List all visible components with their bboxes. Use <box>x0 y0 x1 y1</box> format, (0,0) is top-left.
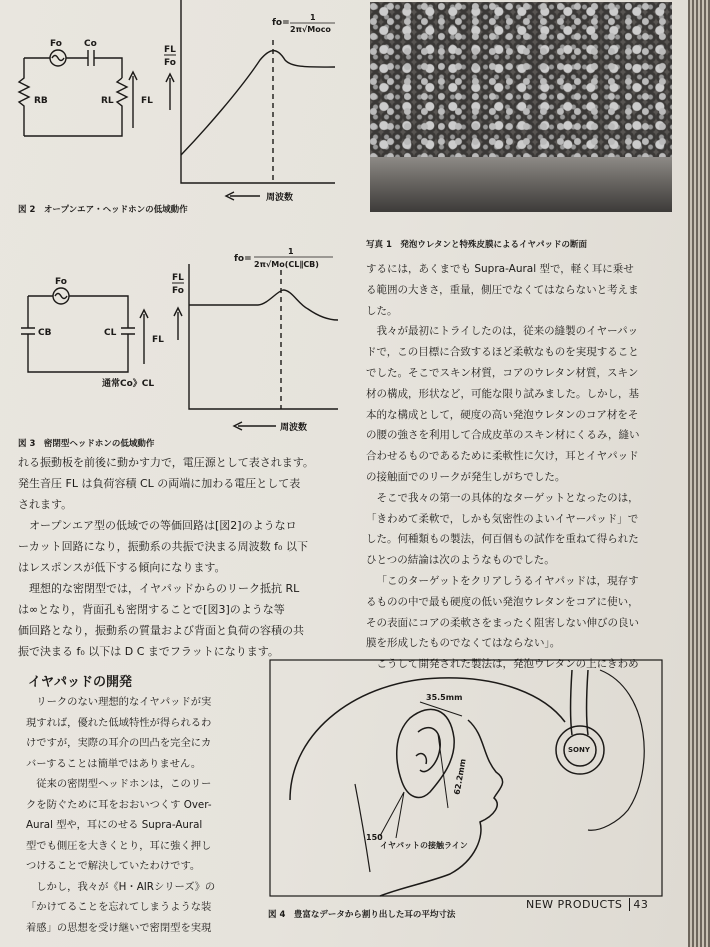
paragraph-line: ーカット回路になり，振動系の共振で決まる周波数 f₀ 以下 <box>18 540 308 553</box>
fig3-label-cl: CL <box>104 328 117 338</box>
publication-name: NEW PRODUCTS <box>526 898 623 911</box>
fig3-note: 通常Co》CL <box>102 379 155 389</box>
left-column-top-text <box>18 452 343 662</box>
face-profile <box>380 720 503 896</box>
page-number: 43 <box>633 898 649 911</box>
fig3-ylabel-top: FL <box>172 273 184 283</box>
paragraph-line: その表面にコアの柔軟さをまったく阻害しない伸びの良い <box>366 616 639 629</box>
paragraph-line: 理想的な密閉型では，イヤパッドからのリーク抵抗 RL <box>29 582 300 595</box>
fig3-formula-den: 2π√Mo(CL∥CB) <box>254 260 319 269</box>
paragraph-line: した。何種類もの製法，何百個もの試作を重ねて得られた <box>366 533 639 546</box>
paragraph-line: 振で決まる f₀ 以下は D C までフラットになります。 <box>18 645 279 658</box>
paragraph-line: 着感」の思想を受け継いで密閉型を実現 <box>26 921 212 934</box>
fig3-label-fo: Fo <box>55 277 67 287</box>
paragraph-line: そこで我々の第一の具体的なターゲットとなったのは， <box>376 491 639 504</box>
fig3-label-cb: CB <box>38 328 52 338</box>
fig2-label-fl: FL <box>141 96 153 106</box>
photo1-caption: 写真 1 発泡ウレタンと特殊皮膜によるイヤパッドの断面 <box>366 240 588 250</box>
paragraph-line: 「このターゲットをクリアしうるイヤパッドは，現存す <box>376 574 639 587</box>
paragraph-line: オープンエア型の低域での等価回路は[図2]のようなロ <box>29 519 297 532</box>
fig2-ylabel-top: FL <box>164 45 176 55</box>
ear-pad-cross-section-photo <box>370 2 672 212</box>
fig4-ear-diagram <box>270 660 670 900</box>
fig3-formula-num: 1 <box>288 247 294 256</box>
paragraph-line: れる振動板を前後に動かす力で，電圧源として表されます。 <box>18 456 314 469</box>
fig4-caption: 図 4 豊富なデータから割り出した耳の平均寸法 <box>268 910 456 920</box>
fig3-circuit-diagram <box>18 272 188 382</box>
paragraph-line: した。 <box>366 304 398 317</box>
paragraph-line: でした。そこでスキン材質，コアのウレタン材質，スキン <box>366 366 639 379</box>
fig3-response-curve <box>189 290 338 320</box>
paragraph-line: Aural 型や，耳にのせる Supra-Aural <box>26 819 203 831</box>
paragraph-line: るものの中で最も硬度の低い発泡ウレタンをコアに使い， <box>366 595 639 608</box>
paragraph-line: 本的な構成として，硬度の高い発泡ウレタンのコア材をそ <box>366 408 639 421</box>
paragraph-line: 「かけてることを忘れてしまうような装 <box>26 901 212 913</box>
paragraph-line: するには，あくまでも Supra-Aural 型で，軽く耳に乗せ <box>366 263 634 275</box>
ear-outline <box>397 709 454 797</box>
fig2-response-curve <box>181 51 335 155</box>
paragraph-line: 発生音圧 FL は負荷容積 CL の両端に加わる電圧として表 <box>18 477 301 490</box>
footer <box>526 898 648 911</box>
fig4-brand-logo: SONY <box>568 746 590 754</box>
fig3-ylabel-bottom: Fo <box>172 286 184 296</box>
fig3-xlabel: 周波数 <box>280 423 308 433</box>
paragraph-line: る範囲の大きさ，重量，側圧でなくてはならないと考えま <box>366 283 639 296</box>
paragraph-line: 価回路となり，振動系の質量および背面と負荷の容積の共 <box>18 624 304 637</box>
fig2-circuit-diagram <box>14 28 184 138</box>
paragraph-line: の接触面でのリークが発生しがちでした。 <box>366 470 566 483</box>
paragraph-line: リークのない理想的なイヤパッドが実 <box>36 696 212 708</box>
paragraph-line: 「きわめて柔軟で，しかも気密性のよいイヤーパッド」で <box>366 512 639 525</box>
book-page-edges <box>688 0 710 947</box>
fig2-label-rl: RL <box>101 96 114 106</box>
paragraph-line: 我々が最初にトライしたのは，従来の縫製のイヤーパッ <box>376 325 639 338</box>
paragraph-line: ひとつの結論は次のようなものでした。 <box>366 554 555 567</box>
fig2-xlabel: 周波数 <box>266 193 294 203</box>
headphone-band <box>571 670 589 735</box>
paragraph-line: 従来の密閉型ヘッドホンは，このリー <box>36 778 212 790</box>
paragraph-line: の腰の強さを利用して合成皮革のスキン材にくるみ，縫い <box>366 429 640 442</box>
paragraph-line: クを防ぐために耳をおおいつくす Over- <box>26 798 212 811</box>
left-column-bottom-text <box>26 692 266 938</box>
paragraph-line: ドで，この目標に合致するほど柔軟なものを実現すること <box>366 346 639 359</box>
section-heading: イヤパッドの開発 <box>28 675 133 690</box>
right-column-text <box>366 259 684 675</box>
paragraph-line: は∞となり，背面孔も密閉することで[図3]のような等 <box>18 603 285 616</box>
fig3-caption: 図 3 密閉型ヘッドホンの低域動作 <box>18 439 155 449</box>
paragraph-line: 膜を形成したものでなくてはならない」。 <box>366 637 561 650</box>
fig2-graph <box>160 0 350 210</box>
fig4-dim-height: 62.2mm <box>452 758 468 796</box>
fig2-formula-num: 1 <box>310 13 316 22</box>
fig4-dim-width: 35.5mm <box>426 693 463 702</box>
paragraph-line: つけることで解決していたわけです。 <box>26 860 201 872</box>
fig3-formula-lhs: fo= <box>234 254 252 264</box>
paragraph-line: 現すれば，優れた低域特性が得られるわ <box>26 716 212 729</box>
paragraph-line: されます。 <box>18 498 73 511</box>
fig2-label-rb: RB <box>34 96 48 106</box>
fig2-caption: 図 2 オープンエア・ヘッドホンの低域動作 <box>18 205 188 215</box>
fig4-angle: 150 <box>366 833 383 842</box>
fig2-label-fo: Fo <box>50 39 62 49</box>
paragraph-line: 材の構成，形状など，可能な限り試みました。しかし，基 <box>366 387 639 400</box>
paragraph-line: バーすることは簡単ではありません。 <box>26 757 202 770</box>
paragraph-line: こうして開発された製法は，発泡ウレタンの上にきわめ <box>376 658 639 671</box>
paragraph-line: 型でも側圧を大きくとり，耳に強く押し <box>26 839 212 852</box>
fig3-label-fl: FL <box>152 335 164 345</box>
paragraph-line: けですが，実際の耳介の凹凸を完全にカ <box>26 737 212 749</box>
fig3-graph <box>168 244 348 439</box>
fig4-contact-line-label: イヤパットの接触ライン <box>380 841 468 850</box>
paragraph-line: はレスポンスが低下する傾向になります。 <box>18 561 226 574</box>
paragraph-line: しかし，我々が《H・AIRシリーズ》の <box>36 880 216 893</box>
paragraph-line: 合わせるものであるために柔軟性に欠け，耳とイヤパッド <box>366 450 639 463</box>
fig2-ylabel-bottom: Fo <box>164 58 176 68</box>
fig2-formula-lhs: fo= <box>272 18 290 28</box>
fig2-formula-den: 2π√Moco <box>290 25 331 34</box>
fig2-label-co: Co <box>84 39 97 49</box>
